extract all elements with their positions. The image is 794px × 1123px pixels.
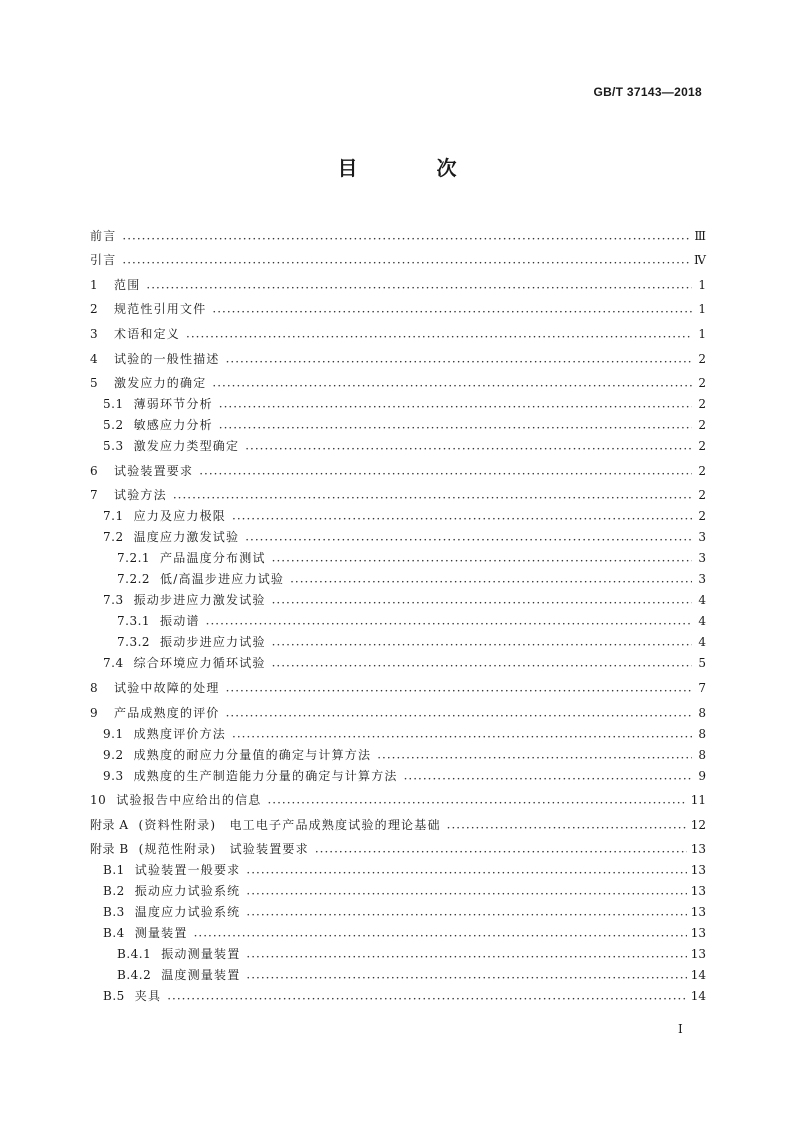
toc-entry[interactable] xyxy=(90,412,706,433)
toc-entry-label: 测量装置 xyxy=(134,926,188,941)
toc-entry-label: 综合环境应力循环试验 xyxy=(133,656,266,671)
toc-entry-number: 7.3.1 xyxy=(117,614,151,629)
toc-entry-number: 7.2.1 xyxy=(117,551,151,566)
toc-entry[interactable] xyxy=(90,629,706,650)
toc-leader-dots xyxy=(219,422,692,430)
toc-entry[interactable] xyxy=(90,857,706,878)
toc-entry-label: 温度应力试验系统 xyxy=(134,905,241,920)
footer-page-number: I xyxy=(678,1022,683,1036)
toc-entry[interactable] xyxy=(90,391,706,412)
toc-leader-dots xyxy=(232,513,692,521)
toc-entry-label: 试验的一般性描述 xyxy=(114,351,220,366)
toc-entry-number: 7.4 xyxy=(103,656,124,671)
toc-entry-label: 成熟度评价方法 xyxy=(133,726,226,741)
toc-entry-number: 4 xyxy=(90,351,99,366)
toc-entry-label: 试验报告中应给出的信息 xyxy=(116,793,262,808)
toc-leader-dots xyxy=(404,773,692,781)
toc-entry-label: (规范性附录) 试验装置要求 xyxy=(138,842,309,857)
toc-entry-number: 7.2.2 xyxy=(117,572,151,587)
toc-entry[interactable] xyxy=(90,742,706,763)
toc-entry-label: 成熟度的生产制造能力分量的确定与计算方法 xyxy=(133,768,398,783)
toc-entry[interactable] xyxy=(90,293,706,318)
toc-entry-label: 夹具 xyxy=(134,989,162,1004)
toc-entry-number: 7.2 xyxy=(103,530,124,545)
toc-entry-page: 1 xyxy=(698,326,706,341)
toc-entry-label: 试验中故障的处理 xyxy=(114,680,220,695)
toc-entry-label: 前言 xyxy=(90,228,117,243)
toc-entry[interactable] xyxy=(90,268,706,293)
toc-entry-label: 敏感应力分析 xyxy=(133,418,213,433)
toc-leader-dots xyxy=(246,888,686,896)
toc-leader-dots xyxy=(272,597,692,605)
toc-entry-page: 12 xyxy=(690,817,706,832)
toc-entry[interactable] xyxy=(90,367,706,392)
toc-entry-page: 2 xyxy=(698,509,706,524)
toc-entry-number: B.2 xyxy=(103,884,125,899)
toc-entry-number: 10 xyxy=(90,793,107,808)
toc-entry-page: 13 xyxy=(690,926,706,941)
toc-entry[interactable] xyxy=(90,833,706,858)
toc-entry-label: 产品温度分布测试 xyxy=(160,551,266,566)
toc-entry-number: 5 xyxy=(90,376,99,391)
toc-entry-label: 试验方法 xyxy=(114,488,167,503)
toc-entry-page: 2 xyxy=(698,418,706,433)
toc-entry-label: 试验装置要求 xyxy=(114,463,194,478)
toc-entry-number: B.1 xyxy=(103,863,125,878)
toc-entry-label: 引言 xyxy=(90,253,117,268)
toc-leader-dots xyxy=(212,306,692,314)
toc-entry[interactable] xyxy=(90,524,706,545)
toc-entry-page: Ⅲ xyxy=(694,228,706,243)
toc-leader-dots xyxy=(226,356,692,364)
toc-entry-number: 5.1 xyxy=(103,397,124,412)
toc-entry[interactable] xyxy=(90,878,706,899)
toc-entry-label: 术语和定义 xyxy=(114,326,181,341)
toc-entry[interactable] xyxy=(90,784,706,809)
toc-entry[interactable] xyxy=(90,983,706,1004)
toc-entry-page: 2 xyxy=(698,351,706,366)
toc-entry-number: 9.1 xyxy=(103,726,124,741)
toc-leader-dots xyxy=(122,233,690,241)
toc-entry[interactable] xyxy=(90,920,706,941)
toc-entry-number: 3 xyxy=(90,326,99,341)
toc-leader-dots xyxy=(212,380,692,388)
toc-leader-dots xyxy=(173,492,692,500)
toc-leader-dots xyxy=(186,331,692,339)
toc-leader-dots xyxy=(246,972,686,980)
toc-leader-dots xyxy=(245,443,692,451)
toc-leader-dots xyxy=(272,660,692,668)
toc-entry[interactable] xyxy=(90,763,706,784)
toc-entry-page: 8 xyxy=(698,705,706,720)
toc-entry[interactable] xyxy=(90,808,706,833)
toc-entry-number: B.5 xyxy=(103,989,125,1004)
toc-entry-number: 9.3 xyxy=(103,768,124,783)
toc-leader-dots xyxy=(232,731,692,739)
document-code: GB/T 37143—2018 xyxy=(593,85,702,99)
toc-entry-page: 9 xyxy=(698,768,706,783)
toc-entry-label: 激发应力的确定 xyxy=(114,376,207,391)
toc-leader-dots xyxy=(272,639,692,647)
toc-entry[interactable] xyxy=(90,962,706,983)
toc-entry-number: 9.2 xyxy=(103,747,124,762)
page-title: 目 次 xyxy=(337,156,493,180)
toc-entry-label: 温度应力激发试验 xyxy=(133,530,240,545)
toc-entry-label: 振动应力试验系统 xyxy=(134,884,241,899)
toc-entry-number: B.4.2 xyxy=(117,968,152,983)
toc-entry-page: 13 xyxy=(690,947,706,962)
toc-entry[interactable] xyxy=(90,671,706,696)
toc-entry[interactable] xyxy=(90,244,706,269)
toc-entry[interactable] xyxy=(90,566,706,587)
toc-entry-number: 2 xyxy=(90,302,99,317)
toc-entry-label: 温度测量装置 xyxy=(161,968,241,983)
toc-entry-page: 14 xyxy=(690,968,706,983)
toc-entry-label: 激发应力类型确定 xyxy=(133,439,240,454)
toc-leader-dots xyxy=(226,710,692,718)
toc-entry-number: 附录 B xyxy=(90,842,129,857)
toc-entry-number: B.4.1 xyxy=(117,947,152,962)
table-of-contents xyxy=(90,219,706,1004)
toc-entry-label: 范围 xyxy=(114,277,141,292)
toc-leader-dots xyxy=(199,468,692,476)
toc-entry-label: (资料性附录) 电工电子产品成熟度试验的理论基础 xyxy=(138,817,441,832)
toc-entry-page: Ⅳ xyxy=(694,253,706,268)
toc-entry-label: 试验装置一般要求 xyxy=(134,863,241,878)
toc-entry-label: 规范性引用文件 xyxy=(114,302,207,317)
toc-leader-dots xyxy=(226,685,692,693)
toc-entry-page: 14 xyxy=(690,989,706,1004)
toc-entry[interactable] xyxy=(90,342,706,367)
toc-entry-page: 2 xyxy=(698,463,706,478)
toc-entry-label: 振动步进应力试验 xyxy=(160,635,266,650)
toc-leader-dots xyxy=(447,822,687,830)
toc-entry-page: 2 xyxy=(698,439,706,454)
toc-entry-number: 8 xyxy=(90,680,99,695)
toc-entry-page: 1 xyxy=(698,277,706,292)
toc-entry-label: 振动测量装置 xyxy=(161,947,241,962)
toc-leader-dots xyxy=(206,618,692,626)
toc-entry-page: 13 xyxy=(690,905,706,920)
toc-entry-label: 成熟度的耐应力分量值的确定与计算方法 xyxy=(133,747,372,762)
toc-entry-number: 7.3 xyxy=(103,593,124,608)
toc-entry[interactable] xyxy=(90,219,706,244)
toc-entry-number: 7 xyxy=(90,488,99,503)
toc-entry-page: 3 xyxy=(698,572,706,587)
toc-entry-label: 振动谱 xyxy=(160,614,200,629)
toc-entry-label: 薄弱环节分析 xyxy=(133,397,213,412)
toc-entry[interactable] xyxy=(90,545,706,566)
toc-entry-label: 产品成熟度的评价 xyxy=(114,705,220,720)
toc-leader-dots xyxy=(219,401,692,409)
toc-entry[interactable] xyxy=(90,899,706,920)
toc-entry-label: 应力及应力极限 xyxy=(133,509,226,524)
toc-entry[interactable] xyxy=(90,696,706,721)
toc-entry[interactable] xyxy=(90,721,706,742)
toc-entry-page: 13 xyxy=(690,884,706,899)
toc-entry-page: 2 xyxy=(698,376,706,391)
toc-leader-dots xyxy=(315,846,687,854)
toc-entry-page: 7 xyxy=(698,680,706,695)
toc-leader-dots xyxy=(377,752,692,760)
toc-entry-page: 13 xyxy=(690,842,706,857)
toc-entry-page: 8 xyxy=(698,726,706,741)
toc-entry[interactable] xyxy=(90,650,706,671)
toc-entry-number: B.3 xyxy=(103,905,125,920)
toc-leader-dots xyxy=(246,951,686,959)
toc-entry[interactable] xyxy=(90,479,706,504)
toc-leader-dots xyxy=(122,257,690,265)
toc-entry[interactable] xyxy=(90,587,706,608)
toc-entry-page: 4 xyxy=(698,593,706,608)
toc-leader-dots xyxy=(246,867,686,875)
toc-entry-number: 1 xyxy=(90,277,99,292)
toc-entry-page: 4 xyxy=(698,635,706,650)
toc-entry-number: 7.1 xyxy=(103,509,124,524)
toc-entry-page: 13 xyxy=(690,863,706,878)
toc-leader-dots xyxy=(267,797,686,805)
toc-entry-number: B.4 xyxy=(103,926,125,941)
toc-entry-page: 8 xyxy=(698,747,706,762)
toc-entry[interactable] xyxy=(90,454,706,479)
toc-entry-page: 1 xyxy=(698,302,706,317)
toc-entry-page: 3 xyxy=(698,551,706,566)
toc-entry-page: 3 xyxy=(698,530,706,545)
toc-leader-dots xyxy=(290,576,692,584)
toc-leader-dots xyxy=(245,534,692,542)
toc-entry-page: 11 xyxy=(690,793,706,808)
toc-entry-number: 附录 A xyxy=(90,817,129,832)
toc-leader-dots xyxy=(167,993,687,1001)
toc-entry[interactable] xyxy=(90,503,706,524)
toc-entry-number: 9 xyxy=(90,705,99,720)
toc-entry-number: 5.2 xyxy=(103,418,124,433)
toc-leader-dots xyxy=(272,555,692,563)
toc-entry-page: 2 xyxy=(698,397,706,412)
toc-entry[interactable] xyxy=(90,433,706,454)
toc-entry[interactable] xyxy=(90,941,706,962)
toc-entry-number: 5.3 xyxy=(103,439,124,454)
toc-entry[interactable] xyxy=(90,608,706,629)
toc-entry-label: 振动步进应力激发试验 xyxy=(133,593,266,608)
toc-entry-page: 2 xyxy=(698,488,706,503)
toc-entry-page: 4 xyxy=(698,614,706,629)
toc-leader-dots xyxy=(246,909,686,917)
toc-entry-number: 6 xyxy=(90,463,99,478)
toc-entry-page: 5 xyxy=(698,656,706,671)
toc-leader-dots xyxy=(146,282,692,290)
toc-entry[interactable] xyxy=(90,317,706,342)
toc-leader-dots xyxy=(194,930,687,938)
toc-entry-label: 低/高温步进应力试验 xyxy=(160,572,285,587)
toc-entry-number: 7.3.2 xyxy=(117,635,151,650)
